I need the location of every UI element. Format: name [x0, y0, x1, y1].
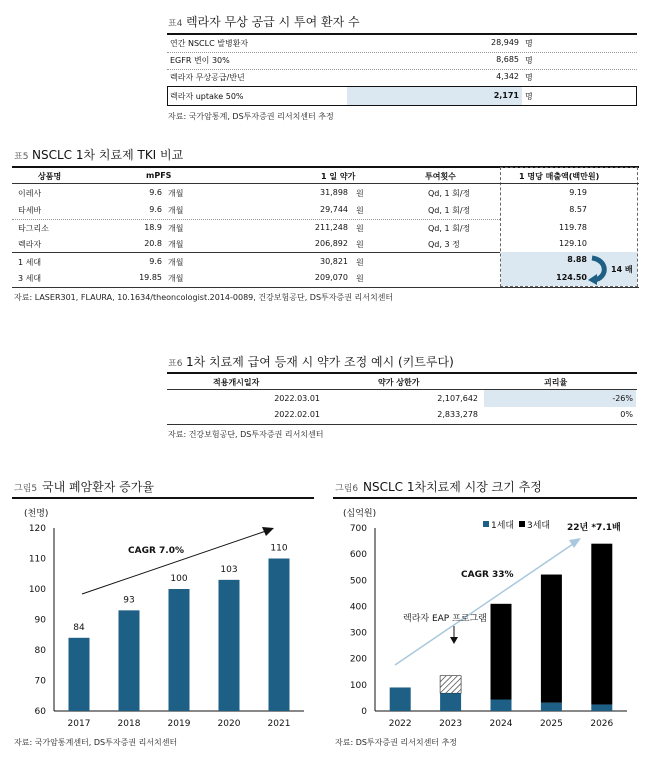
table5-row-mpfs-unit: 개월: [168, 258, 184, 267]
table6-header-date: 적용개시일자: [213, 378, 260, 387]
table4-row-name: 렉라자 무상공급/반년: [170, 73, 245, 82]
chart6-eap-pointer-head: [450, 637, 458, 644]
chart6-ylabel: (십억원): [343, 509, 377, 519]
table6-source: 자료: 건강보험공단, DS투자증권 리서치센터: [168, 430, 324, 439]
table5-row-mpfs: 9.6: [149, 188, 162, 197]
table6-header-gap: 괴리율: [544, 378, 568, 387]
chart6-eap-annotation: 렉라자 EAP 프로그램: [403, 614, 487, 624]
table4-row-unit: 명: [525, 73, 533, 82]
table4-row-name: 연간 NSCLC 발병환자: [170, 39, 249, 48]
chart5-title: 국내 폐암환자 증가율: [42, 480, 154, 494]
chart6-legend-label: 3세대: [527, 521, 551, 531]
chart6-ytick-label: 300: [349, 628, 367, 639]
chart6-ytick-label: 400: [349, 602, 367, 613]
table5-row-revenue: 119.78: [559, 223, 587, 232]
table5-row-revenue: 8.57: [569, 205, 587, 214]
table5-row-dose: Qd, 3 정: [428, 240, 460, 249]
chart5-bar: [169, 589, 190, 711]
table5-multiple-label: 14 배: [611, 265, 633, 274]
chart6-xtick-label: 2023: [439, 719, 463, 729]
table4-row-value: 4,342: [496, 72, 519, 81]
table5-row-mpfs: 19.85: [139, 273, 162, 282]
table6-row-date: 2022.02.01: [274, 410, 320, 419]
table6-label: 표6: [168, 359, 183, 369]
table5-row-dose: Qd, 1 회/정: [428, 224, 471, 233]
table5-row-price-unit: 원: [356, 189, 364, 198]
table5-row-name: 렉라자: [18, 240, 42, 249]
chart6-xtick-label: 2025: [539, 719, 563, 729]
chart5-source: 자료: 국가암통계센터, DS투자증권 리서치센터: [14, 738, 178, 747]
chart6-bar-gen3: [541, 575, 562, 703]
chart6-bar-gen1: [390, 687, 411, 711]
chart5-data-label: 100: [170, 574, 188, 584]
table6-title: 1차 치료제 급여 등재 시 약가 조정 예시 (키트루다): [186, 355, 454, 369]
table5-row-dose: Qd, 1 회/정: [428, 206, 471, 215]
table5-row-name: 이레사: [18, 189, 42, 198]
table5-header-revenue: 1 명당 매출액(백만원): [519, 172, 600, 181]
chart5-data-label: 110: [270, 543, 288, 554]
chart5-ytick-label: 90: [34, 615, 46, 626]
table5-row-mpfs-unit: 개월: [168, 206, 184, 215]
table4-row-unit: 명: [525, 56, 533, 65]
table5-row-mpfs: 20.8: [144, 239, 162, 248]
table5-row-revenue: 124.50: [556, 273, 587, 282]
chart5-bar: [219, 580, 240, 711]
table5-header-dose: 투여횟수: [425, 172, 456, 181]
chart6-source: 자료: DS투자증권 리서치센터 추정: [335, 738, 458, 747]
table5-row-price-unit: 원: [356, 258, 364, 267]
table4-row-value: 2,171: [493, 91, 519, 100]
chart6-ytick-label: 200: [349, 654, 367, 665]
chart6-ytick-label: 0: [361, 707, 367, 717]
chart6-legend-label: 1세대: [491, 521, 515, 531]
chart6-bar-gen1: [491, 699, 512, 711]
table5-row-price-unit: 원: [356, 206, 364, 215]
table5-title: NSCLC 1차 치료제 TKI 비교: [32, 148, 184, 162]
table5-row-dose: Qd, 1 회/정: [428, 189, 471, 198]
table5-row-mpfs-unit: 개월: [168, 224, 184, 233]
table5-row-price-unit: 원: [356, 274, 364, 283]
table6-row-date: 2022.03.01: [274, 394, 320, 403]
chart5-bar: [69, 638, 90, 711]
chart6-ytick-label: 100: [349, 680, 367, 691]
chart6-ytick-label: 500: [349, 576, 367, 587]
table4-source: 자료: 국가암통계, DS투자증권 리서치센터 추정: [168, 112, 334, 121]
chart6-title: NSCLC 1차치료제 시장 크기 추정: [363, 480, 542, 494]
chart6-xtick-label: 2022: [388, 719, 412, 729]
curved-arrow-icon: [586, 254, 614, 286]
table5-row-mpfs: 18.9: [144, 223, 162, 232]
chart6-cagr-annotation: CAGR 33%: [461, 570, 514, 580]
table4-row-unit: 명: [525, 39, 533, 48]
chart6-xtick-label: 2026: [590, 719, 614, 729]
table4-label: 표4: [168, 19, 183, 29]
table5-label: 표5: [14, 152, 29, 162]
chart6-eap-bar: [440, 676, 461, 694]
chart5-xtick-label: 2020: [217, 719, 241, 729]
table5-row-mpfs: 9.6: [149, 257, 162, 266]
table5-row-revenue: 9.19: [569, 188, 587, 197]
chart5-ytick-label: 110: [28, 554, 46, 565]
chart6-label: 그림6: [335, 484, 359, 494]
table6-row-gap: -26%: [612, 394, 633, 403]
table5-row-revenue: 129.10: [559, 239, 587, 248]
chart5-bar: [119, 610, 140, 711]
table4-row-name: EGFR 변이 30%: [170, 56, 230, 65]
chart5-ytick-label: 60: [34, 707, 46, 717]
table5-row-mpfs: 9.6: [149, 205, 162, 214]
table5-row-price: 29,744: [320, 205, 348, 214]
chart5-ytick-label: 100: [28, 585, 46, 595]
chart5-data-label: 103: [220, 564, 238, 575]
table6-row-price: 2,107,642: [437, 394, 478, 403]
chart5-ytick-label: 80: [34, 646, 46, 656]
table4-row-value: 28,949: [491, 38, 519, 47]
chart6-ytick-label: 600: [349, 550, 367, 561]
table5-row-price: 30,821: [320, 257, 348, 266]
table6-row-gap: 0%: [620, 410, 633, 419]
chart5-data-label: 93: [123, 595, 135, 606]
chart6-bar-gen3: [591, 544, 612, 705]
table5-row-mpfs-unit: 개월: [168, 274, 184, 283]
table5-row-price-unit: 원: [356, 240, 364, 249]
chart6-top-annotation: 22년 *7.1배: [567, 523, 621, 533]
table5-row-revenue: 8.88: [567, 255, 587, 264]
table5-row-price: 31,898: [320, 188, 348, 197]
table4-row-name: 렉라자 uptake 50%: [170, 92, 244, 101]
table6-header-price: 약가 상한가: [378, 378, 420, 387]
chart5-data-label: 84: [73, 622, 85, 633]
chart6-legend-swatch: [483, 521, 489, 527]
table5-source: 자료: LASER301, FLAURA, 10.1634/theoncologist.2014-0089, 건강보험공단, DS투자증권 리서치센터: [14, 293, 394, 302]
chart5-cagr-annotation: CAGR 7.0%: [128, 546, 184, 556]
chart6-bar-gen3: [491, 604, 512, 700]
chart5-ytick-label: 70: [34, 676, 46, 687]
table4-title: 렉라자 무상 공급 시 투여 환자 수: [186, 15, 360, 29]
chart5-xtick-label: 2018: [117, 719, 141, 729]
chart5-xtick-label: 2021: [267, 719, 291, 729]
chart6-legend-swatch: [519, 521, 525, 527]
table5-row-mpfs-unit: 개월: [168, 189, 184, 198]
table5-header-name: 상품명: [38, 172, 62, 181]
chart5-ylabel: (천명): [24, 509, 49, 519]
lung-cancer-patient-chart: [12, 500, 314, 734]
chart6-bar-gen1: [440, 693, 461, 711]
table5-row-price-unit: 원: [356, 224, 364, 233]
chart6-xtick-label: 2024: [489, 719, 513, 729]
chart5-xtick-label: 2017: [67, 719, 91, 729]
table5-row-name: 1 세대: [18, 258, 42, 267]
table4-row-value: 8,685: [496, 55, 519, 64]
table6-row-price: 2,833,278: [437, 410, 478, 419]
table5-row-name: 타세바: [18, 206, 42, 215]
chart6-ytick-label: 700: [349, 524, 367, 534]
table5-row-name: 3 세대: [18, 274, 42, 283]
chart5-ytick-label: 120: [28, 524, 46, 534]
chart6-bar-gen1: [591, 704, 612, 711]
chart5-label: 그림5: [14, 484, 38, 494]
table5-row-price: 211,248: [314, 223, 348, 232]
table5-row-price: 209,070: [314, 273, 348, 282]
table4-row-unit: 명: [525, 92, 533, 101]
chart6-trend-arrowhead: [569, 538, 581, 548]
chart5-bar: [269, 559, 290, 712]
table5-row-name: 타그리소: [18, 224, 49, 233]
table5-row-price: 206,892: [314, 239, 348, 248]
table5-header-price: 1 일 약가: [321, 172, 356, 181]
nsclc-market-size-chart: [333, 500, 637, 734]
chart5-xtick-label: 2019: [167, 719, 191, 729]
chart6-bar-gen1: [541, 703, 562, 711]
table5-header-mpfs: mPFS: [146, 171, 172, 180]
table5-row-mpfs-unit: 개월: [168, 240, 184, 249]
